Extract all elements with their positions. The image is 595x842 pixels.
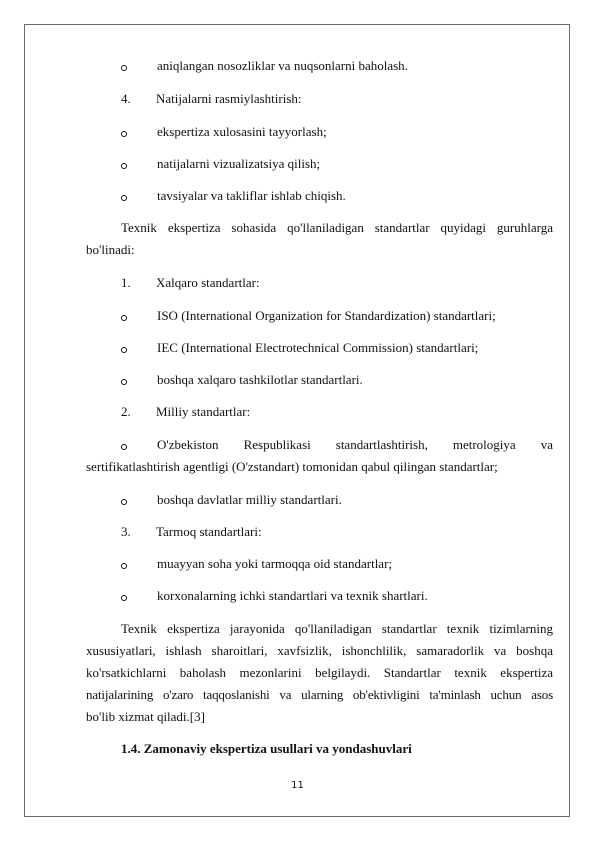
bullet-line bbox=[157, 437, 553, 453]
list-number: 4. bbox=[121, 91, 131, 106]
page-number: 11 bbox=[291, 780, 304, 791]
list-item: Milliy standartlar: bbox=[156, 404, 251, 419]
paragraph-text: Texnik ekspertiza sohasida qo'llaniladigan standartlar quyidagi guruhlarga bbox=[121, 220, 553, 235]
section-heading: 1.4. Zamonaviy ekspertiza usullari va yondashuvlari bbox=[121, 741, 412, 756]
word: Respublikasi bbox=[243, 437, 311, 452]
list-number: 3. bbox=[121, 524, 131, 539]
bullet-marker bbox=[121, 157, 127, 163]
paragraph-line: natijalarining o'zaro taqqoslanishi va ularning ob'ektivligini ta'minlash uchun asos bbox=[86, 687, 553, 702]
list-item: aniqlangan nosozliklar va nuqsonlarni baholash. bbox=[157, 58, 408, 73]
word: metrologiya bbox=[452, 437, 516, 452]
paragraph-line: Texnik ekspertiza jarayonida qo'llaniladigan standartlar texnik tizimlarning bbox=[121, 621, 553, 636]
bullet-marker bbox=[121, 493, 127, 499]
word: O'zbekiston bbox=[157, 437, 219, 452]
bullet-marker bbox=[121, 341, 127, 347]
bullet-line: sertifikatlashtirish agentligi (O'zstandart) tomonidan qabul qilingan standartlar; bbox=[86, 459, 498, 474]
paragraph-line: bo'linadi: bbox=[86, 242, 135, 257]
bullet-marker bbox=[121, 589, 127, 595]
list-item: boshqa xalqaro tashkilotlar standartlari. bbox=[157, 372, 363, 387]
paragraph-line: bo'lib xizmat qiladi.[3] bbox=[86, 709, 205, 724]
list-item: ISO (International Organization for Standardization) standartlari; bbox=[157, 308, 496, 323]
list-item: korxonalarning ichki standartlari va texnik shartlari. bbox=[157, 588, 428, 603]
bullet-marker bbox=[121, 438, 127, 444]
list-item: tavsiyalar va takliflar ishlab chiqish. bbox=[157, 188, 346, 203]
paragraph-line: xususiyatlari, ishlash sharoitlari, xavfsizlik, ishonchlilik, samaradorlik va boshqa bbox=[86, 643, 553, 658]
bullet-marker bbox=[121, 557, 127, 563]
list-item: Tarmoq standartlari: bbox=[156, 524, 262, 539]
list-item: boshqa davlatlar milliy standartlari. bbox=[157, 492, 342, 507]
list-number: 1. bbox=[121, 275, 131, 290]
list-item: Xalqaro standartlar: bbox=[156, 275, 260, 290]
list-item: Natijalarni rasmiylashtirish: bbox=[156, 91, 302, 106]
bullet-marker bbox=[121, 373, 127, 379]
word: standartlashtirish, bbox=[335, 437, 428, 452]
paragraph-line: ko'rsatkichlarni baholash mezonlarini belgilaydi. Standartlar texnik ekspertiza bbox=[86, 665, 553, 680]
word: va bbox=[540, 437, 553, 452]
list-item: IEC (International Electrotechnical Commission) standartlari; bbox=[157, 340, 479, 355]
bullet-marker bbox=[121, 125, 127, 131]
bullet-marker bbox=[121, 309, 127, 315]
list-item: ekspertiza xulosasini tayyorlash; bbox=[157, 124, 327, 139]
bullet-marker bbox=[121, 189, 127, 195]
paragraph-line bbox=[121, 220, 553, 236]
list-item: natijalarni vizualizatsiya qilish; bbox=[157, 156, 321, 171]
bullet-marker bbox=[121, 59, 127, 65]
list-item: muayyan soha yoki tarmoqqa oid standartlar; bbox=[157, 556, 393, 571]
list-number: 2. bbox=[121, 404, 131, 419]
